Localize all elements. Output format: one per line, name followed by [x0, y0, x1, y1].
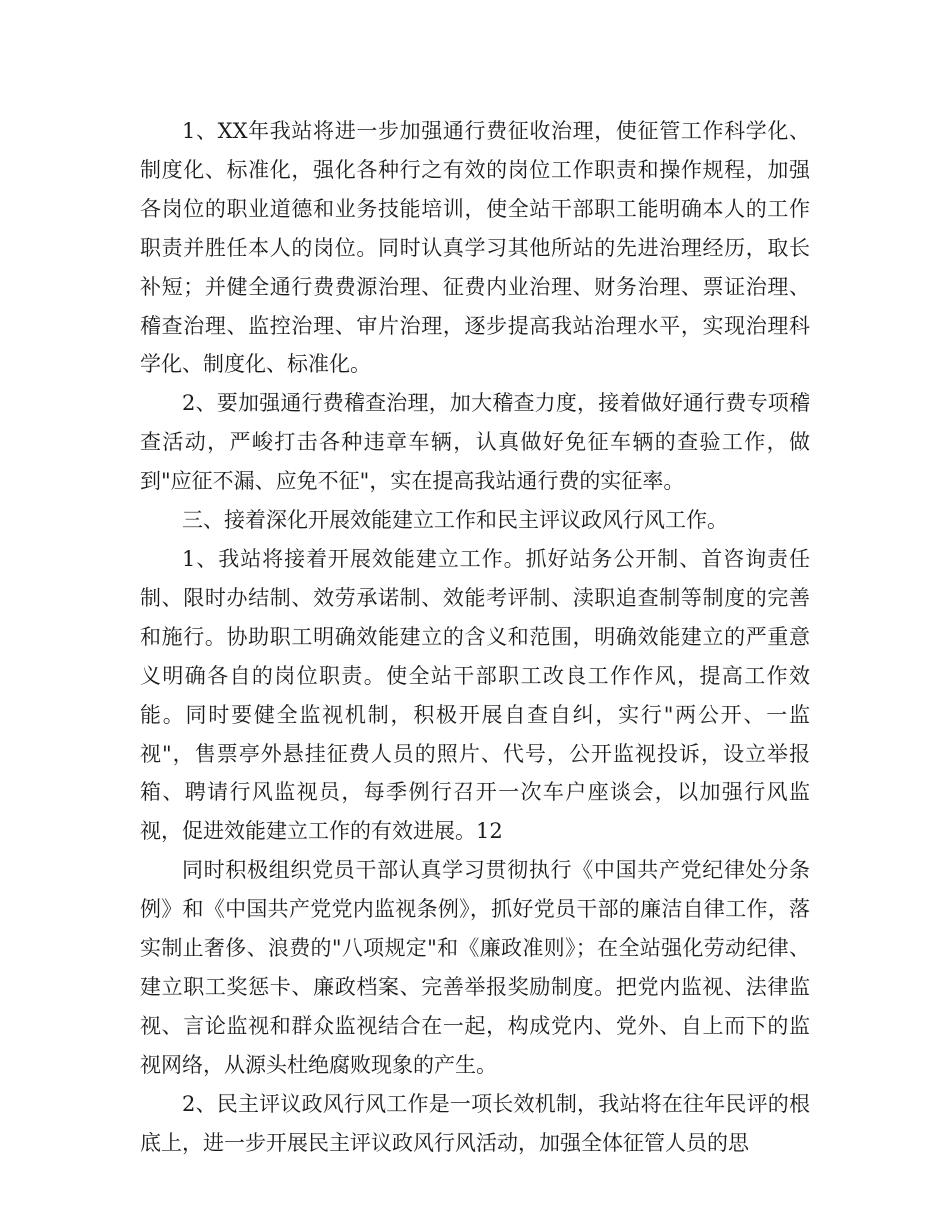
- paragraph: 1、XX年我站将进一步加强通行费征收治理，使征管工作科学化、制度化、标准化，强化各种行之有效的岗位工作职责和操作规程，加强各岗位的职业道德和业务技能培训，使全站干部职工能明确本人的工作职责并胜任本人的岗位。同时认真学习其他所站的先进治理经历，取长补短；并健全通行费费源治理、征费内业治理、财务治理、票证治理、稽查治理、监控治理、审片治理，逐步提高我站治理水平，实现治理科学化、制度化、标准化。: [140, 119, 810, 377]
- document-body: [140, 112, 810, 1162]
- paragraph: 2、民主评议政风行风工作是一项长效机制，我站将在往年民评的根底上，进一步开展民主评议政风行风活动，加强全体征管人员的思: [140, 1091, 810, 1155]
- paragraph: 1、我站将接着开展效能建立工作。抓好站务公开制、首咨询责任制、限时办结制、效劳承诺制、效能考评制、渎职追查制等制度的完善和施行。协助职工明确效能建立的含义和范围，明确效能建立的严重意义明确各自的岗位职责。使全站干部职工改良工作作风，提高工作效能。同时要健全监视机制，积极开展自查自纠，实行"两公开、一监视"，售票亭外悬挂征费人员的照片、代号，公开监视投诉，设立举报箱、聘请行风监视员，每季例行召开一次车户座谈会，以加强行风监视，促进效能建立工作的有效进展。12: [140, 546, 810, 844]
- section-heading: 三、接着深化开展效能建立工作和民主评议政风行风工作。: [182, 508, 728, 533]
- paragraph: 2、要加强通行费稽查治理，加大稽查力度，接着做好通行费专项稽查活动，严峻打击各种违章车辆，认真做好免征车辆的查验工作，做到"应征不漏、应免不征"，实在提高我站通行费的实征率。: [140, 391, 810, 494]
- paragraph: 同时积极组织党员干部认真学习贯彻执行《中国共产党纪律处分条例》和《中国共产党党内监视条例》，抓好党员干部的廉洁自律工作，落实制止奢侈、浪费的"八项规定"和《廉政准则》；在全站强化劳动纪律、建立职工奖惩卡、廉政档案、完善举报奖励制度。把党内监视、法律监视、言论监视和群众监视结合在一起，构成党内、党外、自上而下的监视网络，从源头杜绝腐败现象的产生。: [140, 858, 810, 1077]
